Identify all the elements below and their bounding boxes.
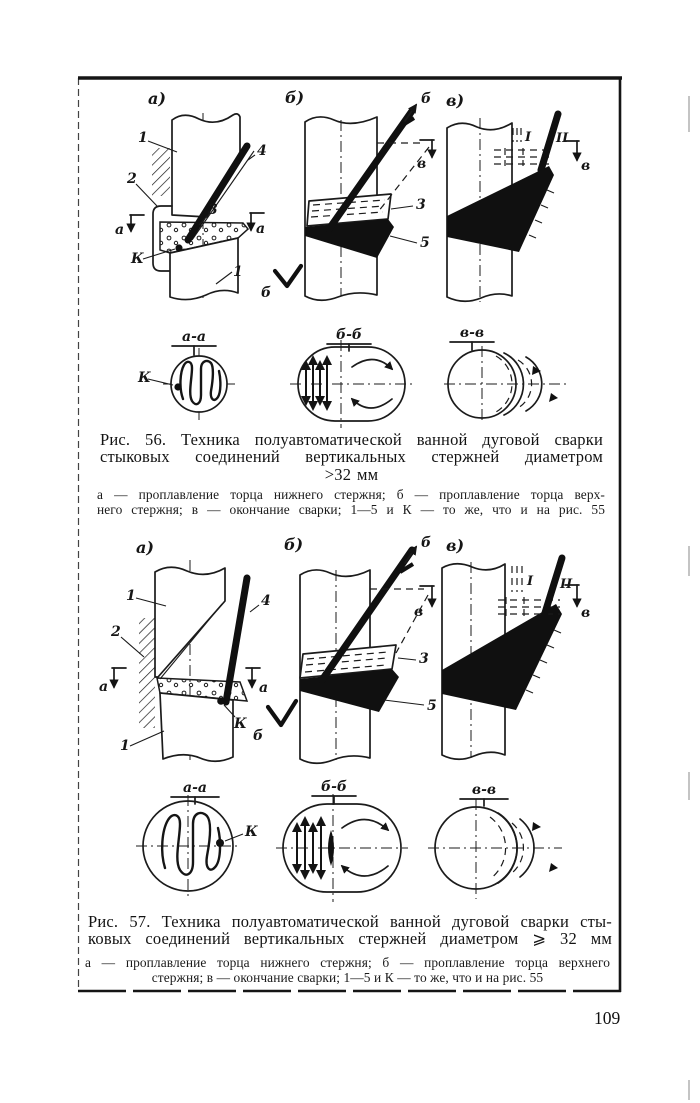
callout-5: 5	[420, 235, 430, 251]
callout-K: К	[131, 251, 144, 267]
callout-K: К	[234, 716, 247, 732]
panel-tag: а)	[136, 538, 154, 557]
section-title: в-в	[459, 325, 485, 341]
callout-1: 1	[126, 588, 136, 604]
section-title: б-б	[320, 779, 348, 795]
circular-motion-arrow-top	[342, 819, 388, 830]
electrode-weave-path	[162, 813, 220, 875]
fig56-panel-b	[285, 88, 434, 300]
feed-direction-label: б	[421, 91, 432, 107]
view-arrow	[275, 266, 301, 286]
formwork-hatch	[139, 618, 155, 728]
pass-II-label: II	[556, 131, 569, 146]
svg-text:в: в	[414, 604, 424, 620]
callout-5: 5	[427, 698, 437, 714]
fig57-sections	[125, 775, 585, 903]
caption-line: >32 мм	[324, 464, 379, 484]
fig56-note	[97, 488, 605, 517]
callout-3: 3	[419, 651, 429, 667]
fig57-view-marker-b	[253, 701, 296, 744]
svg-text:а: а	[256, 221, 266, 237]
fig56-diagrams	[80, 85, 610, 320]
circular-motion-arrow-bottom	[352, 399, 392, 408]
view-label: б	[261, 285, 272, 301]
callout-4: 4	[261, 593, 271, 609]
note-line: стержня; в — окончание сварки; 1—5 и К — то же, что и на рис. 55	[151, 969, 544, 985]
svg-text:в: в	[581, 605, 591, 621]
fig56-panel-a	[115, 89, 267, 302]
weld-start-point-K	[175, 244, 182, 251]
callout-3: 3	[416, 197, 426, 213]
panel-tag: б)	[284, 535, 304, 554]
callout-4: 4	[257, 143, 267, 159]
section-a-a	[137, 329, 235, 420]
svg-text:а: а	[99, 679, 109, 695]
circular-motion-arrow-bottom	[342, 866, 388, 876]
fig56-panel-v	[446, 91, 590, 302]
section-marker-a-right	[246, 668, 268, 696]
section-b-b	[290, 327, 414, 428]
circular-motion-arrow-top	[352, 359, 392, 369]
section-title: а-а	[182, 329, 206, 345]
callout-1-bottom: 1	[233, 264, 243, 280]
svg-text:а: а	[259, 680, 269, 696]
start-point-K	[174, 383, 181, 390]
panel-tag: в)	[446, 536, 465, 555]
note-line: а — проплавление торца нижнего стержня; б — проплавление торца верх-	[97, 487, 605, 502]
panel-tag: в)	[446, 91, 465, 110]
section-title: в-в	[471, 782, 497, 798]
caption-line: ковых соединений вертикальных стержней диаметром ⩾ 32 мм	[88, 929, 612, 949]
pass-I-label: I	[525, 130, 532, 145]
section-title: б-б	[335, 327, 363, 343]
fig57-panel-b	[284, 535, 437, 763]
callout-3: 3	[208, 202, 218, 218]
section-marker-a-left	[99, 668, 126, 695]
formwork-hatch	[152, 148, 170, 196]
section-marker-a-left	[115, 215, 144, 238]
caption-line: Рис. 57. Техника полуавтоматической ванной дуговой сварки сты-	[88, 912, 612, 931]
callout-2: 2	[111, 624, 121, 640]
section-marker-a-right	[250, 213, 265, 237]
weld-start-point-K	[217, 697, 225, 705]
callout-K: К	[138, 370, 151, 386]
svg-text:а: а	[115, 222, 125, 238]
view-arrow	[268, 701, 296, 725]
fig57-note	[85, 956, 610, 985]
fig56-caption	[100, 431, 603, 483]
fig57-panel-a	[99, 538, 271, 762]
section-marker-v	[565, 141, 590, 174]
svg-text:в: в	[581, 158, 591, 174]
section-marker-v	[414, 586, 434, 620]
oscillation-arrows	[306, 357, 327, 409]
section-b-b	[276, 779, 408, 902]
fig57-diagrams	[95, 535, 615, 770]
fig57-panel-v	[442, 536, 590, 759]
caption-line: стыковых соединений вертикальных стержней диаметром	[100, 447, 603, 467]
note-line: него стержня; в — окончание сварки; 1—5 и К — то же, что и на рис. 55	[97, 501, 605, 517]
section-v-v	[444, 325, 566, 424]
fig56-sections	[130, 322, 580, 432]
section-title: а-а	[183, 780, 207, 796]
pass-I-label: I	[527, 574, 534, 589]
feed-direction-label: б	[421, 535, 432, 551]
page-number: 109	[594, 1008, 621, 1028]
pass-II-label: II	[560, 577, 573, 592]
callout-2: 2	[127, 171, 137, 187]
section-a-a	[136, 780, 258, 899]
fig57-caption	[88, 913, 612, 948]
section-v-v	[428, 782, 562, 899]
caption-line: Рис. 56. Техника полуавтоматической ванной дуговой сварки	[100, 430, 603, 449]
section-marker-v	[417, 140, 434, 172]
svg-text:в: в	[417, 156, 427, 172]
note-line: а — проплавление торца нижнего стержня; б — проплавление торца верхнего	[85, 955, 610, 970]
fig56-view-marker-b	[261, 266, 301, 301]
callout-1-bottom: 1	[120, 738, 130, 754]
panel-tag: б)	[285, 88, 305, 107]
panel-tag: а)	[148, 89, 166, 108]
upper-rebar	[172, 114, 240, 217]
view-label: б	[253, 728, 264, 744]
callout-K: К	[245, 824, 258, 840]
callout-1: 1	[138, 130, 148, 146]
start-point-K	[216, 839, 224, 847]
